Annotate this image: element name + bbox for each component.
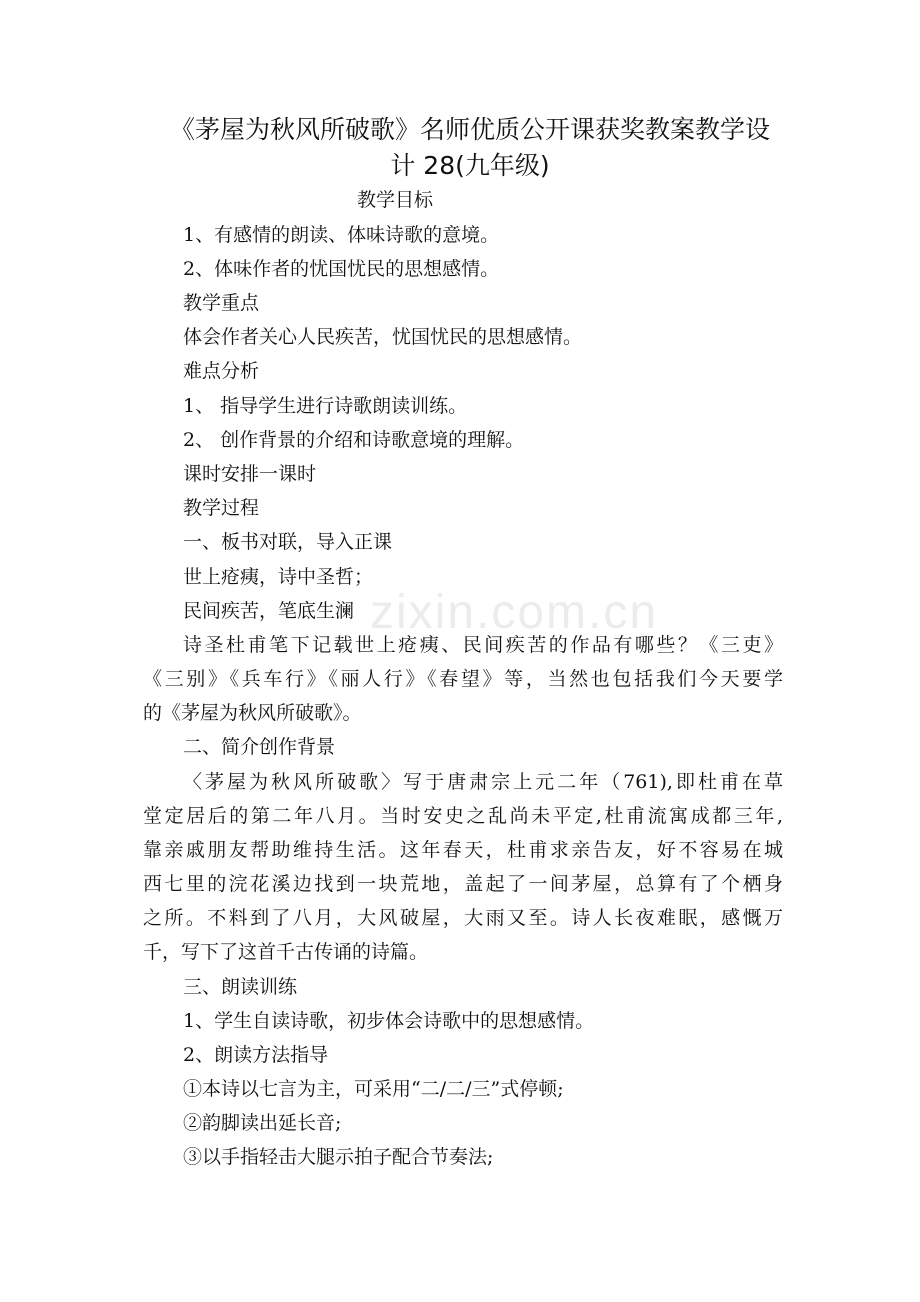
difficulty-item: 1、 指导学生进行诗歌朗读训练。 bbox=[183, 395, 468, 417]
schedule-text: 课时安排一课时 bbox=[183, 463, 317, 485]
key-heading: 教学重点 bbox=[183, 292, 260, 314]
paragraph-line: 之所。不料到了八月，大风破屋，大雨又至。诗人长夜难眠，感慨万 bbox=[143, 907, 783, 929]
goals-heading: 教学目标 bbox=[357, 189, 434, 211]
paragraph-line: 《三别》《兵车行》《丽人行》《春望》等，当然也包括我们今天要学 bbox=[143, 668, 783, 690]
process-heading: 教学过程 bbox=[183, 497, 260, 519]
step3-item: ②韵脚读出延长音; bbox=[183, 1112, 342, 1134]
watermark: zixin.com.cn bbox=[370, 586, 659, 639]
paragraph-line: 诗圣杜甫笔下记载世上疮痍、民间疾苦的作品有哪些？《三吏》 bbox=[183, 634, 783, 656]
step2-heading: 二、简介创作背景 bbox=[183, 736, 336, 758]
paragraph-line: 〈茅屋为秋风所破歌〉写于唐肃宗上元二年（761),即杜甫在草 bbox=[183, 771, 783, 793]
paragraph-line: 的《茅屋为秋风所破歌》。 bbox=[143, 702, 362, 724]
goal-item: 1、有感情的朗读、体味诗歌的意境。 bbox=[183, 224, 500, 246]
document-title bbox=[140, 112, 800, 184]
couplet-line: 民间疾苦，笔底生澜 bbox=[183, 600, 355, 622]
difficulty-item: 2、 创作背景的介绍和诗歌意境的理解。 bbox=[183, 429, 525, 451]
paragraph-line: 西七里的浣花溪边找到一块荒地，盖起了一间茅屋，总算有了个栖身 bbox=[143, 873, 783, 895]
step3-item: ③以手指轻击大腿示拍子配合节奏法; bbox=[183, 1146, 494, 1168]
goal-item: 2、体味作者的忧国忧民的思想感情。 bbox=[183, 258, 500, 280]
step3-item: 1、学生自读诗歌，初步体会诗歌中的思想感情。 bbox=[183, 1010, 595, 1032]
step1-heading: 一、板书对联，导入正课 bbox=[183, 531, 393, 553]
key-text: 体会作者关心人民疾苦，忧国忧民的思想感情。 bbox=[183, 326, 583, 348]
title-line-1: 《茅屋为秋风所破歌》名师优质公开课获奖教案教学设 bbox=[169, 115, 770, 144]
step3-item: 2、朗读方法指导 bbox=[183, 1044, 329, 1066]
difficulty-heading: 难点分析 bbox=[183, 360, 260, 382]
couplet-line: 世上疮痍，诗中圣哲； bbox=[183, 566, 374, 588]
paragraph-line: 千，写下了这首千古传诵的诗篇。 bbox=[143, 941, 429, 963]
step3-heading: 三、朗读训练 bbox=[183, 976, 298, 998]
paragraph-line: 堂定居后的第二年八月。当时安史之乱尚未平定,杜甫流寓成都三年, bbox=[143, 805, 783, 827]
step3-item: ①本诗以七言为主，可采用“二/二/三”式停顿; bbox=[183, 1078, 564, 1100]
paragraph-line: 靠亲戚朋友帮助维持生活。这年春天，杜甫求亲告友，好不容易在城 bbox=[143, 839, 783, 861]
title-line-2: 计 28(九年级) bbox=[390, 151, 550, 180]
